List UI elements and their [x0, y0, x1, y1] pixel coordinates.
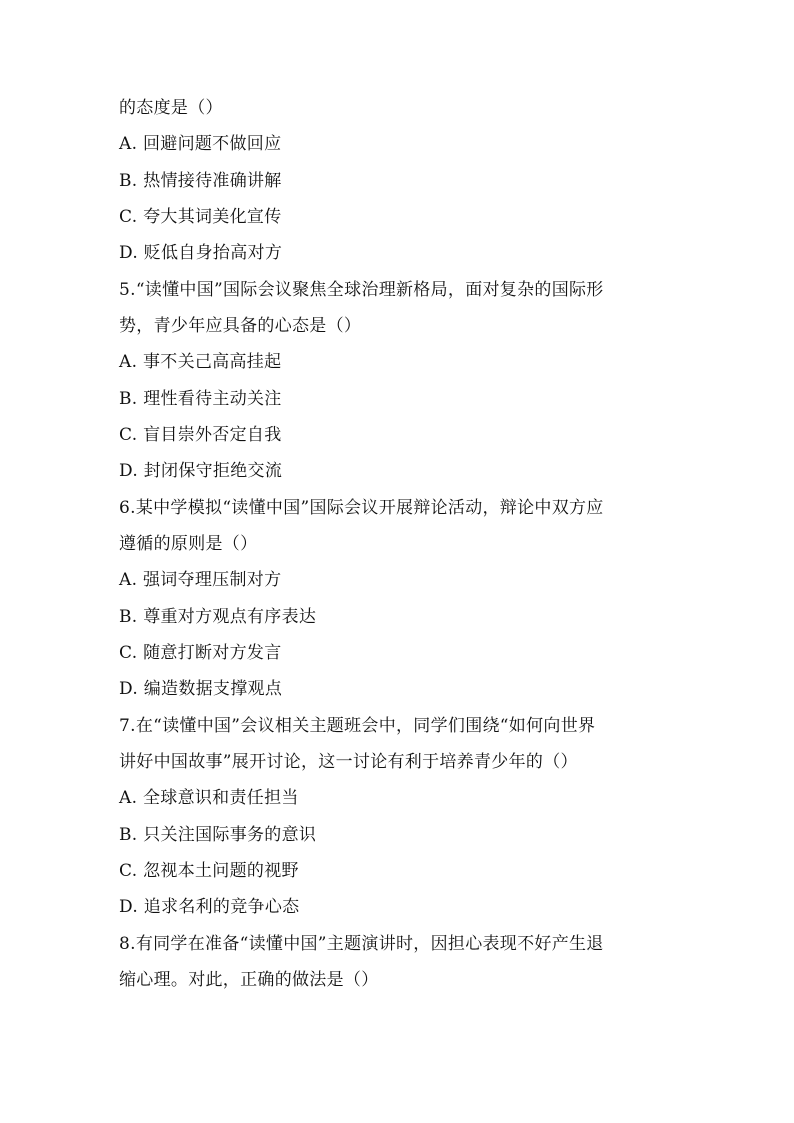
question-6-stem-line-1: 6.某中学模拟“读懂中国”国际会议开展辩论活动，辩论中双方应: [119, 498, 604, 518]
question-8-stem-line-1: 8.有同学在准备“读懂中国”主题演讲时，因担心表现不好产生退: [119, 934, 604, 954]
question-5-option-a: A. 事不关己高高挂起: [119, 352, 282, 372]
question-8-stem-line-2: 缩心理。对此，正确的做法是（）: [119, 970, 379, 990]
question-6-option-b: B. 尊重对方观点有序表达: [119, 607, 317, 627]
question-7-option-b: B. 只关注国际事务的意识: [119, 825, 317, 845]
question-7-option-a: A. 全球意识和责任担当: [119, 788, 299, 808]
question-5-option-c: C. 盲目崇外否定自我: [119, 425, 282, 445]
question-6-option-a: A. 强词夺理压制对方: [119, 570, 282, 590]
question-5-stem-line-1: 5.“读懂中国”国际会议聚焦全球治理新格局，面对复杂的国际形: [119, 280, 604, 300]
question-4-option-d: D. 贬低自身抬高对方: [119, 243, 283, 263]
question-7-option-d: D. 追求名利的竞争心态: [119, 897, 300, 917]
question-4-option-b: B. 热情接待准确讲解: [119, 171, 282, 191]
question-5-stem-line-2: 势，青少年应具备的心态是（）: [119, 316, 362, 336]
question-5-option-d: D. 封闭保守拒绝交流: [119, 461, 283, 481]
question-7-option-c: C. 忽视本土问题的视野: [119, 861, 299, 881]
question-7-stem-line-2: 讲好中国故事”展开讨论，这一讨论有利于培养青少年的（）: [119, 752, 578, 772]
question-7-stem-line-1: 7.在“读懂中国”会议相关主题班会中，同学们围绕“如何向世界: [119, 716, 596, 736]
question-4-option-a: A. 回避问题不做回应: [119, 134, 282, 154]
question-6-stem-line-2: 遵循的原则是（）: [119, 534, 258, 554]
question-4-stem-tail: 的态度是（）: [119, 98, 223, 118]
question-6-option-c: C. 随意打断对方发言: [119, 643, 282, 663]
question-6-option-d: D. 编造数据支撑观点: [119, 679, 283, 699]
question-5-option-b: B. 理性看待主动关注: [119, 389, 282, 409]
question-4-option-c: C. 夸大其词美化宣传: [119, 207, 282, 227]
